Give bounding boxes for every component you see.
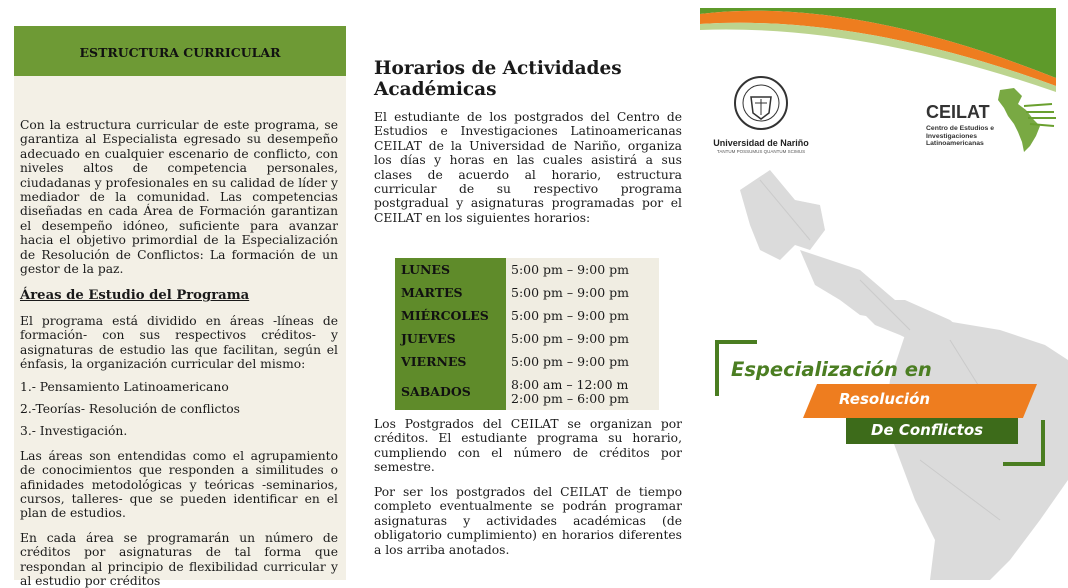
ceilat-title: CEILAT bbox=[926, 102, 990, 122]
schedule-time: 5:00 pm – 9:00 pm bbox=[511, 307, 629, 323]
schedule-section bbox=[374, 58, 682, 225]
areas-title: Áreas de Estudio del Programa bbox=[20, 288, 250, 304]
schedule-time: 5:00 pm – 9:00 pm bbox=[511, 261, 629, 277]
saturday-afternoon: 2:00 pm – 6:00 pm bbox=[511, 390, 629, 406]
schedule-time bbox=[506, 373, 659, 410]
schedule-day: LUNES bbox=[395, 258, 506, 281]
schedule-day: VIERNES bbox=[395, 350, 506, 373]
ceilat-subtitle: Centro de Estudios e Investigaciones Latinoamericanas bbox=[926, 125, 994, 148]
university-name: Universidad de Nariño bbox=[713, 138, 809, 148]
schedule-day: MARTES bbox=[395, 281, 506, 304]
table-row bbox=[395, 304, 659, 327]
table-row bbox=[395, 373, 659, 410]
university-motto: TANTUM POSSUMUS QUANTUM SCIMUS bbox=[716, 149, 806, 154]
schedule-time: 5:00 pm – 9:00 pm bbox=[511, 330, 629, 346]
curriculum-panel bbox=[14, 26, 346, 588]
title-line-2: Resolución bbox=[839, 390, 931, 408]
area-item: 1.- Pensamiento Latinoamericano bbox=[20, 379, 229, 394]
schedule-table bbox=[395, 258, 659, 410]
title-line-1: Especialización en bbox=[731, 358, 932, 381]
saturday-morning: 8:00 am – 12:00 m bbox=[511, 376, 629, 392]
credits-note: Los Postgrados del CEILAT se organizan por créditos. El estudiante programa su horario, cumpliendo con el número de créditos por semestre. bbox=[374, 417, 682, 475]
schedule-title: Horarios de Actividades Académicas bbox=[374, 58, 622, 100]
extra-note: Por ser los postgrados del CEILAT de tiempo completo eventualmente se podrán programar asignaturas y actividades académicas (de obligatorio cumplimiento) en horarios diferentes a los arriba anotados. bbox=[374, 485, 682, 557]
table-row bbox=[395, 258, 659, 281]
credits-description: En cada área se programarán un número de créditos por asignaturas de tal forma que respondan al principio de flexibilidad curricular y al estudio por créditos bbox=[20, 530, 338, 588]
schedule-time: 5:00 pm – 9:00 pm bbox=[511, 284, 629, 300]
universidad-narino-logo bbox=[711, 75, 811, 154]
curriculum-header: ESTRUCTURA CURRICULAR bbox=[14, 26, 346, 76]
area-item: 3.- Investigación. bbox=[20, 424, 128, 439]
university-seal-icon bbox=[733, 75, 789, 131]
area-item: 2.-Teorías- Resolución de conflictos bbox=[20, 401, 240, 416]
schedule-day: SABADOS bbox=[395, 373, 506, 410]
schedule-day: JUEVES bbox=[395, 327, 506, 350]
table-row bbox=[395, 327, 659, 350]
areas-intro: El programa está dividido en áreas -líneas de formación- con sus respectivos créditos- y asignaturas de estudio las que facilitan, según el énfasis, la organización curricular del mismo: bbox=[20, 313, 338, 372]
table-row bbox=[395, 350, 659, 373]
schedule-day: MIÉRCOLES bbox=[395, 304, 506, 327]
schedule-time: 5:00 pm – 9:00 pm bbox=[511, 353, 629, 369]
areas-description: Las áreas son entendidas como el agrupamiento de conocimientos que responden a similitudes o afinidades metodológicas y teóricas -seminarios, cursos, talleres- que se pueden identificar en el plan de estudios. bbox=[20, 448, 338, 521]
table-row bbox=[395, 281, 659, 304]
ceilat-logo bbox=[922, 86, 1060, 156]
program-title bbox=[715, 340, 1045, 470]
schedule-intro: El estudiante de los postgrados del Centro de Estudios e Investigaciones Latinoamericanas CEILAT de la Universidad de Nariño, organiza los días y horas en las cuales asistirá a sus clases de acuerdo al horario, estructura curricular de su respectivo programa postgradual y asignaturas programadas por el CEILAT en los siguientes horarios: bbox=[374, 110, 682, 225]
title-line-3: De Conflictos bbox=[871, 421, 984, 439]
curriculum-intro: Con la estructura curricular de este programa, se garantiza al Especialista egresado su desempeño adecuado en cualquier escenario de conflicto, con niveles altos de competencia personales, ciudadanas y profesionales en su calidad de líder y mediador de la comunidad. Las competencias diseñadas en cada Área de Formación garantizan el desempeño idóneo, suficiente para avanzar hacia el objetivo primordial de la Especialización de Resolución de Conflictos: La formación de un gestor de la paz. bbox=[20, 118, 338, 277]
